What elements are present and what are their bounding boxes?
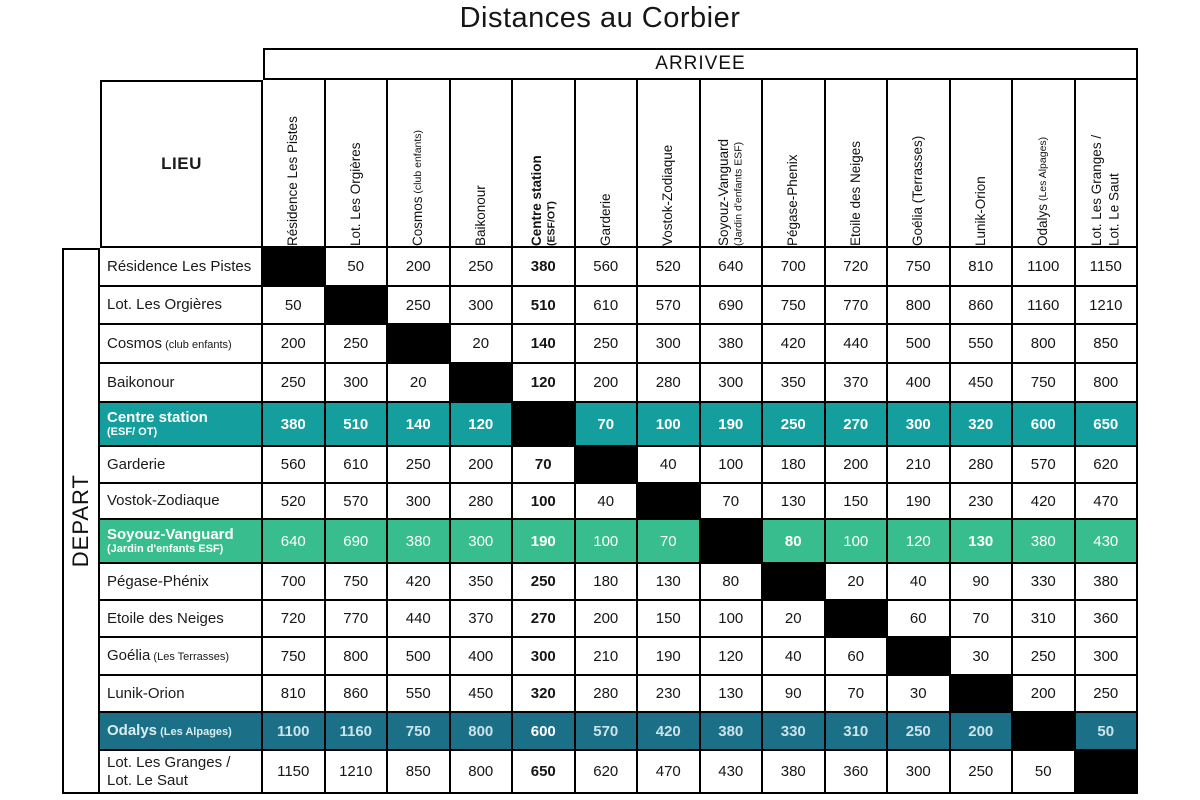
distance-cell: 280 [638,364,701,403]
distance-cell: 360 [826,751,889,794]
diagonal-cell [1076,751,1139,794]
distance-cell: 400 [888,364,951,403]
distance-cell: 70 [638,520,701,564]
distance-cell: 70 [576,403,639,447]
distance-cell: 190 [513,520,576,564]
distance-cell: 250 [576,325,639,364]
distance-cell: 430 [1076,520,1139,564]
distance-cell: 810 [951,248,1014,287]
column-header [826,80,889,248]
distance-cell: 690 [326,520,389,564]
distance-cell: 640 [263,520,326,564]
distance-cell: 300 [326,364,389,403]
column-header-label: Garderie [597,193,613,246]
distance-cell: 720 [263,601,326,638]
distance-cell: 300 [701,364,764,403]
distance-cell: 800 [451,713,514,751]
diagonal-cell [951,676,1014,713]
column-header-label: Lot. Les Orgières [347,142,363,246]
distance-cell: 320 [513,676,576,713]
distance-cell: 750 [388,713,451,751]
diagonal-cell [576,447,639,484]
distance-cell: 750 [763,287,826,325]
depart-label: DEPART [68,474,93,568]
distance-cell: 150 [638,601,701,638]
distance-cell: 750 [1013,364,1076,403]
distance-cell: 200 [388,248,451,287]
distance-cell: 200 [1013,676,1076,713]
distance-cell: 230 [638,676,701,713]
column-header-label: Soyouz-Vanguard (Jardin d'enfants ESF) [716,138,745,246]
distance-cell: 380 [388,520,451,564]
distance-cell: 380 [1013,520,1076,564]
distance-cell: 180 [763,447,826,484]
distance-cell: 250 [1013,638,1076,676]
distance-cell: 500 [388,638,451,676]
distance-cell: 550 [951,325,1014,364]
page-title: Distances au Corbier [459,2,741,34]
distance-cell: 60 [826,638,889,676]
distance-cell: 770 [826,287,889,325]
diagonal-cell [763,564,826,601]
diagonal-cell [638,484,701,520]
diagonal-cell [263,248,326,287]
distance-cell: 280 [951,447,1014,484]
distance-cell: 350 [763,364,826,403]
distance-cell: 860 [951,287,1014,325]
distance-cell: 70 [826,676,889,713]
distance-cell: 250 [388,447,451,484]
distance-cell: 770 [326,601,389,638]
distance-cell: 420 [638,713,701,751]
distance-cell: 380 [701,713,764,751]
distance-cell: 130 [638,564,701,601]
distance-cell: 200 [826,447,889,484]
row-header: Pégase-Phénix [100,564,263,601]
column-header [326,80,389,248]
distance-cell: 430 [701,751,764,794]
distance-cell: 450 [451,676,514,713]
distance-cell: 420 [388,564,451,601]
distance-cell: 1100 [263,713,326,751]
distance-cell: 100 [638,403,701,447]
distance-cell: 50 [1076,713,1139,751]
distance-cell: 310 [826,713,889,751]
distance-cell: 380 [513,248,576,287]
distance-cell: 100 [701,447,764,484]
column-header [951,80,1014,248]
distance-cell: 80 [701,564,764,601]
distance-cell: 80 [763,520,826,564]
distance-cell: 620 [1076,447,1139,484]
distance-table [62,48,1138,794]
distance-cell: 800 [451,751,514,794]
distance-cell: 370 [451,601,514,638]
distance-cell: 140 [513,325,576,364]
distance-cell: 650 [513,751,576,794]
diagonal-cell [826,601,889,638]
row-header: Lot. Les Granges / Lot. Le Saut [100,751,263,794]
distance-cell: 190 [638,638,701,676]
distance-cell: 210 [888,447,951,484]
distance-cell: 180 [576,564,639,601]
distance-cell: 440 [826,325,889,364]
distance-cell: 520 [263,484,326,520]
distance-cell: 270 [513,601,576,638]
column-header-label: Pégase-Phenix [785,154,801,246]
distance-cell: 40 [638,447,701,484]
distance-cell: 510 [326,403,389,447]
distance-cell: 250 [888,713,951,751]
corner-spacer [62,48,263,80]
distance-cell: 640 [701,248,764,287]
distance-cell: 30 [888,676,951,713]
distance-cell: 720 [826,248,889,287]
distance-cell: 300 [451,287,514,325]
distance-cell: 20 [826,564,889,601]
distance-cell: 510 [513,287,576,325]
distance-cell: 1150 [263,751,326,794]
distance-cell: 350 [451,564,514,601]
distance-cell: 1210 [326,751,389,794]
distance-cell: 330 [1013,564,1076,601]
distance-cell: 800 [1013,325,1076,364]
distance-cell: 60 [888,601,951,638]
distance-cell: 300 [1076,638,1139,676]
distance-cell: 330 [763,713,826,751]
distance-cell: 270 [826,403,889,447]
column-header-label: Baikonour [472,185,488,246]
distance-cell: 310 [1013,601,1076,638]
distance-cell: 120 [451,403,514,447]
row-header: Lot. Les Orgières [100,287,263,325]
column-header [451,80,514,248]
distance-cell: 300 [888,403,951,447]
distance-cell: 190 [701,403,764,447]
distance-cell: 250 [451,248,514,287]
column-header-label: Etoile des Neiges [847,140,863,246]
distance-cell: 470 [638,751,701,794]
distance-cell: 230 [951,484,1014,520]
diagonal-cell [388,325,451,364]
distance-cell: 130 [763,484,826,520]
distance-cell: 210 [576,638,639,676]
distance-cell: 250 [513,564,576,601]
distance-cell: 250 [1076,676,1139,713]
distance-cell: 1100 [1013,248,1076,287]
distance-cell: 250 [326,325,389,364]
distance-cell: 140 [388,403,451,447]
distance-cell: 300 [388,484,451,520]
depart-header [62,248,100,794]
row-header: Goélia (Les Terrasses) [100,638,263,676]
row-header: Lunik-Orion [100,676,263,713]
column-header [1076,80,1139,248]
distance-cell: 200 [451,447,514,484]
distance-cell: 150 [826,484,889,520]
column-header [576,80,639,248]
column-header-label: Centre station (ESF/OT) [528,155,558,246]
distance-cell: 380 [263,403,326,447]
left-spacer [62,80,100,248]
distance-cell: 300 [638,325,701,364]
distance-cell: 1160 [326,713,389,751]
distance-cell: 1160 [1013,287,1076,325]
distance-cell: 370 [826,364,889,403]
distance-cell: 300 [451,520,514,564]
distance-cell: 200 [951,713,1014,751]
distance-cell: 1150 [1076,248,1139,287]
row-header: Garderie [100,447,263,484]
distance-cell: 750 [263,638,326,676]
diagonal-cell [326,287,389,325]
distance-cell: 850 [388,751,451,794]
distance-cell: 130 [951,520,1014,564]
distance-cell: 450 [951,364,1014,403]
diagonal-cell [1013,713,1076,751]
distance-cell: 700 [263,564,326,601]
distance-cell: 30 [951,638,1014,676]
distance-cell: 380 [701,325,764,364]
row-header: Résidence Les Pistes [100,248,263,287]
distance-cell: 750 [326,564,389,601]
distance-cell: 250 [388,287,451,325]
distance-cell: 380 [1076,564,1139,601]
column-header [701,80,764,248]
distance-cell: 800 [1076,364,1139,403]
column-header-label: Vostok-Zodiaque [660,144,676,246]
diagonal-cell [888,638,951,676]
distance-cell: 250 [951,751,1014,794]
distance-cell: 200 [576,364,639,403]
column-header [763,80,826,248]
distance-cell: 100 [701,601,764,638]
distance-cell: 570 [326,484,389,520]
distance-cell: 380 [763,751,826,794]
distance-cell: 650 [1076,403,1139,447]
distance-cell: 610 [326,447,389,484]
row-header: Etoile des Neiges [100,601,263,638]
diagonal-cell [513,403,576,447]
distance-cell: 20 [763,601,826,638]
diagonal-cell [451,364,514,403]
distance-cell: 120 [701,638,764,676]
column-header-label: Goélia (Terrasses) [910,135,926,246]
diagonal-cell [701,520,764,564]
column-header-label: Lot. Les Granges / Lot. Le Saut [1089,134,1122,246]
distance-cell: 100 [576,520,639,564]
distance-cell: 440 [388,601,451,638]
distance-cell: 1210 [1076,287,1139,325]
distance-cell: 610 [576,287,639,325]
distance-cell: 860 [326,676,389,713]
distance-cell: 90 [763,676,826,713]
distance-cell: 40 [888,564,951,601]
distance-cell: 800 [888,287,951,325]
distance-cell: 100 [826,520,889,564]
distance-cell: 420 [763,325,826,364]
distance-cell: 620 [576,751,639,794]
distance-cell: 250 [263,364,326,403]
distance-cell: 690 [701,287,764,325]
column-header-label: Résidence Les Pistes [285,116,301,246]
distance-cell: 250 [763,403,826,447]
column-header-label: Odalys (Les Alpages) [1035,136,1051,246]
distance-cell: 300 [888,751,951,794]
distance-cell: 70 [701,484,764,520]
distance-cell: 520 [638,248,701,287]
distance-cell: 400 [451,638,514,676]
distance-cell: 320 [951,403,1014,447]
distance-cell: 810 [263,676,326,713]
distance-cell: 50 [263,287,326,325]
distance-cell: 500 [888,325,951,364]
distance-cell: 850 [1076,325,1139,364]
column-header-label: Lunik-Orion [972,176,988,246]
row-header: Baikonour [100,364,263,403]
distance-cell: 50 [1013,751,1076,794]
row-header: Soyouz-Vanguard (Jardin d'enfants ESF) [100,520,263,564]
distance-cell: 40 [763,638,826,676]
column-header [388,80,451,248]
distance-cell: 70 [951,601,1014,638]
distance-cell: 120 [888,520,951,564]
distance-cell: 90 [951,564,1014,601]
distance-cell: 20 [388,364,451,403]
distance-cell: 560 [263,447,326,484]
distance-cell: 70 [513,447,576,484]
distance-cell: 600 [1013,403,1076,447]
distance-cell: 570 [638,287,701,325]
distance-cell: 20 [451,325,514,364]
distance-cell: 130 [701,676,764,713]
distance-cell: 570 [1013,447,1076,484]
distance-cell: 200 [263,325,326,364]
distance-cell: 120 [513,364,576,403]
distance-cell: 750 [888,248,951,287]
column-header [638,80,701,248]
distance-cell: 200 [576,601,639,638]
distance-cell: 360 [1076,601,1139,638]
row-header: Vostok-Zodiaque [100,484,263,520]
distance-cell: 40 [576,484,639,520]
row-header: Odalys (Les Alpages) [100,713,263,751]
distance-cell: 100 [513,484,576,520]
distance-cell: 700 [763,248,826,287]
distance-cell: 800 [326,638,389,676]
distance-cell: 300 [513,638,576,676]
column-header-label: Cosmos (club enfants) [410,129,426,246]
column-header [1013,80,1076,248]
distance-cell: 280 [451,484,514,520]
distance-cell: 570 [576,713,639,751]
distance-cell: 470 [1076,484,1139,520]
distance-cell: 600 [513,713,576,751]
arrivee-header: ARRIVEE [263,48,1138,80]
column-header [888,80,951,248]
distance-cell: 190 [888,484,951,520]
column-header [513,80,576,248]
distance-cell: 280 [576,676,639,713]
row-header: Centre station (ESF/ OT) [100,403,263,447]
distance-cell: 550 [388,676,451,713]
distance-cell: 50 [326,248,389,287]
row-header: Cosmos (club enfants) [100,325,263,364]
distance-cell: 420 [1013,484,1076,520]
lieu-header: LIEU [100,80,263,248]
column-header [263,80,326,248]
distance-cell: 560 [576,248,639,287]
